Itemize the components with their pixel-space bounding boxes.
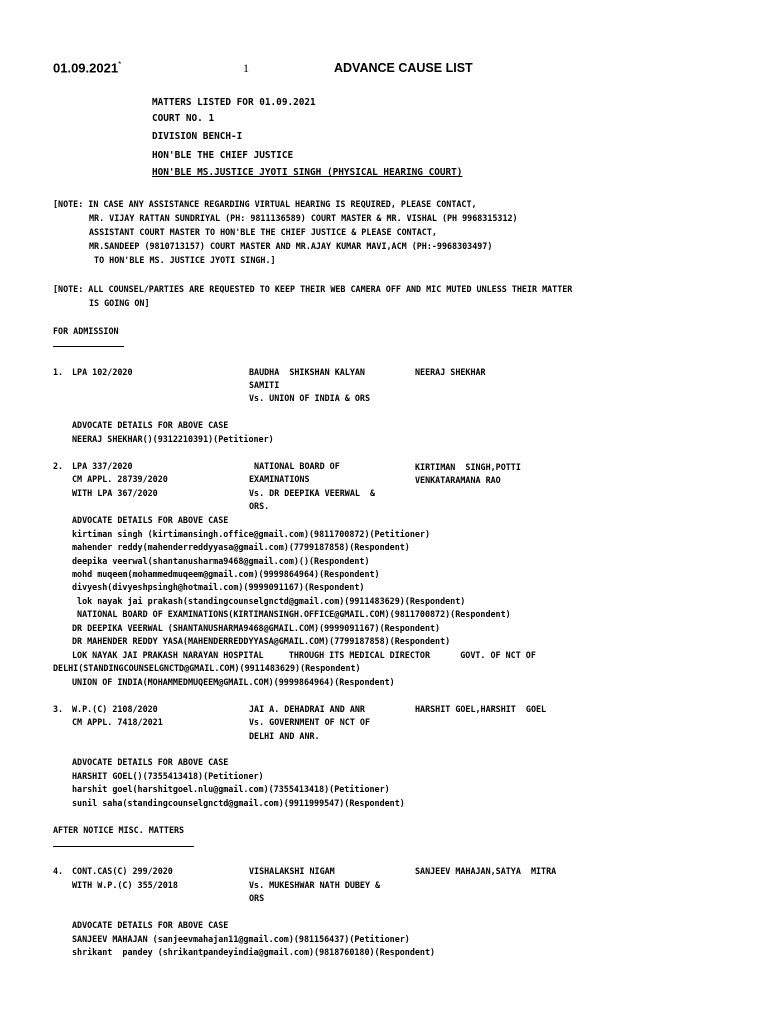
party-line: Vs. UNION OF INDIA & ORS — [249, 393, 371, 403]
counsel-name: HARSHIT GOEL,HARSHIT GOEL — [415, 704, 547, 714]
court-number: COURT NO. 1 — [152, 113, 215, 124]
note-1-line: TO HON'BLE MS. JUSTICE JYOTI SINGH.] — [89, 255, 276, 265]
advocate-line: sunil saha(standingcounselgnctd@gmail.com)(9911999547)(Respondent) — [72, 798, 405, 808]
advocate-line: mahender reddy(mahenderreddyyasa@gmail.com)(7799187858)(Respondent) — [72, 542, 410, 552]
case-number: LPA 337/2020 — [72, 461, 133, 471]
section-underline — [53, 846, 194, 847]
case-number: W.P.(C) 2108/2020 — [72, 704, 158, 714]
advocate-line: DR DEEPIKA VEERWAL (SHANTANUSHARMA9468@GMAIL.COM)(9999091167)(Respondent) — [72, 623, 441, 633]
note-2-line: [NOTE: ALL COUNSEL/PARTIES ARE REQUESTED TO KEEP THEIR WEB CAMERA OFF AND MIC MUTED UNLESS THEIR MATTER — [53, 284, 573, 294]
case-number: WITH W.P.(C) 355/2018 — [72, 880, 178, 890]
page-number: 1 — [243, 61, 249, 75]
advocate-line: DELHI(STANDINGCOUNSELGNCTD@GMAIL.COM)(9911483629)(Respondent) — [53, 663, 361, 673]
section-underline — [53, 346, 124, 347]
advocate-heading: ADVOCATE DETAILS FOR ABOVE CASE — [72, 757, 229, 767]
party-line: ORS. — [249, 501, 270, 511]
party-line: EXAMINATIONS — [249, 474, 310, 484]
note-1-line: [NOTE: IN CASE ANY ASSISTANCE REGARDING VIRTUAL HEARING IS REQUIRED, PLEASE CONTACT, — [53, 199, 477, 209]
note-1-line: MR.SANDEEP (9810713157) COURT MASTER AND MR.AJAY KUMAR MAVI,ACM (PH:-9968303497) — [89, 241, 493, 251]
document-title: ADVANCE CAUSE LIST — [334, 61, 473, 75]
case-serial: 1. — [53, 367, 64, 377]
advocate-line: HARSHIT GOEL()(7355413418)(Petitioner) — [72, 771, 264, 781]
advocate-line: lok nayak jai prakash(standingcounselgnctd@gmail.com)(9911483629)(Respondent) — [72, 596, 466, 606]
counsel-name: KIRTIMAN SINGH,POTTI VENKATARAMANA RAO — [415, 462, 521, 485]
advocate-line: LOK NAYAK JAI PRAKASH NARAYAN HOSPITAL THROUGH ITS MEDICAL DIRECTOR GOVT. OF NCT OF — [72, 650, 536, 660]
party-line: Vs. DR DEEPIKA VEERWAL & — [249, 488, 376, 498]
section-heading-admission: FOR ADMISSION — [53, 326, 119, 336]
case-serial: 4. — [53, 866, 64, 876]
party-line: Vs. GOVERNMENT OF NCT OF — [249, 717, 371, 727]
list-date: 01.09.2021* — [53, 60, 122, 76]
case-number: WITH LPA 367/2020 — [72, 488, 158, 498]
party-line: JAI A. DEHADRAI AND ANR — [249, 704, 365, 714]
case-number: CM APPL. 7418/2021 — [72, 717, 163, 727]
counsel-name: NEERAJ SHEKHAR — [415, 367, 486, 377]
party-line: Vs. MUKESHWAR NATH DUBEY & — [249, 880, 381, 890]
judge-name-2: HON'BLE MS.JUSTICE JYOTI SINGH (PHYSICAL HEARING COURT) — [152, 167, 463, 178]
advocate-line: UNION OF INDIA(MOHAMMEDMUQEEM@GMAIL.COM)(9999864964)(Respondent) — [72, 677, 395, 687]
party-line: ORS — [249, 893, 265, 903]
matters-listed: MATTERS LISTED FOR 01.09.2021 — [152, 97, 316, 108]
party-line: VISHALAKSHI NIGAM — [249, 866, 335, 876]
section-heading-after-notice: AFTER NOTICE MISC. MATTERS — [53, 825, 185, 835]
party-line: NATIONAL BOARD OF — [249, 461, 340, 471]
case-number: LPA 102/2020 — [72, 367, 133, 377]
party-line: DELHI AND ANR. — [249, 731, 320, 741]
advocate-line: shrikant pandey (shrikantpandeyindia@gmail.com)(9818760180)(Respondent) — [72, 947, 436, 957]
advocate-line: SANJEEV MAHAJAN (sanjeevmahajan11@gmail.com)(981156437)(Petitioner) — [72, 934, 410, 944]
party-line: SAMITI — [249, 380, 280, 390]
advocate-line: divyesh(divyeshpsingh@hotmail.com)(9999091167)(Respondent) — [72, 582, 365, 592]
advocate-line: mohd muqeem(mohammedmuqeem@gmail.com)(9999864964)(Respondent) — [72, 569, 380, 579]
advocate-heading: ADVOCATE DETAILS FOR ABOVE CASE — [72, 920, 229, 930]
case-serial: 2. — [53, 461, 64, 471]
date-mark: * — [118, 60, 122, 69]
judge-name-1: HON'BLE THE CHIEF JUSTICE — [152, 150, 294, 161]
counsel-name: SANJEEV MAHAJAN,SATYA MITRA — [415, 866, 557, 876]
advocate-line: deepika veerwal(shantanusharma9468@gmail.com)()(Respondent) — [72, 556, 370, 566]
note-2-line: IS GOING ON] — [89, 298, 150, 308]
advocate-line: DR MAHENDER REDDY YASA(MAHENDERREDDYYASA@GMAIL.COM)(7799187858)(Respondent) — [72, 636, 451, 646]
case-number: CONT.CAS(C) 299/2020 — [72, 866, 173, 876]
note-1-line: MR. VIJAY RATTAN SUNDRIYAL (PH: 9811136589) COURT MASTER & MR. VISHAL (PH 9968315312) — [89, 213, 518, 223]
note-1-line: ASSISTANT COURT MASTER TO HON'BLE THE CHIEF JUSTICE & PLEASE CONTACT, — [89, 227, 437, 237]
advocate-line: harshit goel(harshitgoel.nlu@gmail.com)(7355413418)(Petitioner) — [72, 784, 390, 794]
advocate-line: kirtiman singh (kirtimansingh.office@gmail.com)(9811700872)(Petitioner) — [72, 529, 430, 539]
case-number: CM APPL. 28739/2020 — [72, 474, 168, 484]
advocate-heading: ADVOCATE DETAILS FOR ABOVE CASE — [72, 420, 229, 430]
advocate-heading: ADVOCATE DETAILS FOR ABOVE CASE — [72, 515, 229, 525]
party-line: BAUDHA SHIKSHAN KALYAN — [249, 367, 365, 377]
case-serial: 3. — [53, 704, 64, 714]
bench-name: DIVISION BENCH-I — [152, 131, 243, 142]
advocate-line: NEERAJ SHEKHAR()(9312210391)(Petitioner) — [72, 434, 274, 444]
advocate-line: NATIONAL BOARD OF EXAMINATIONS(KIRTIMANSINGH.OFFICE@GMAIL.COM)(9811700872)(Respondent) — [72, 609, 511, 619]
